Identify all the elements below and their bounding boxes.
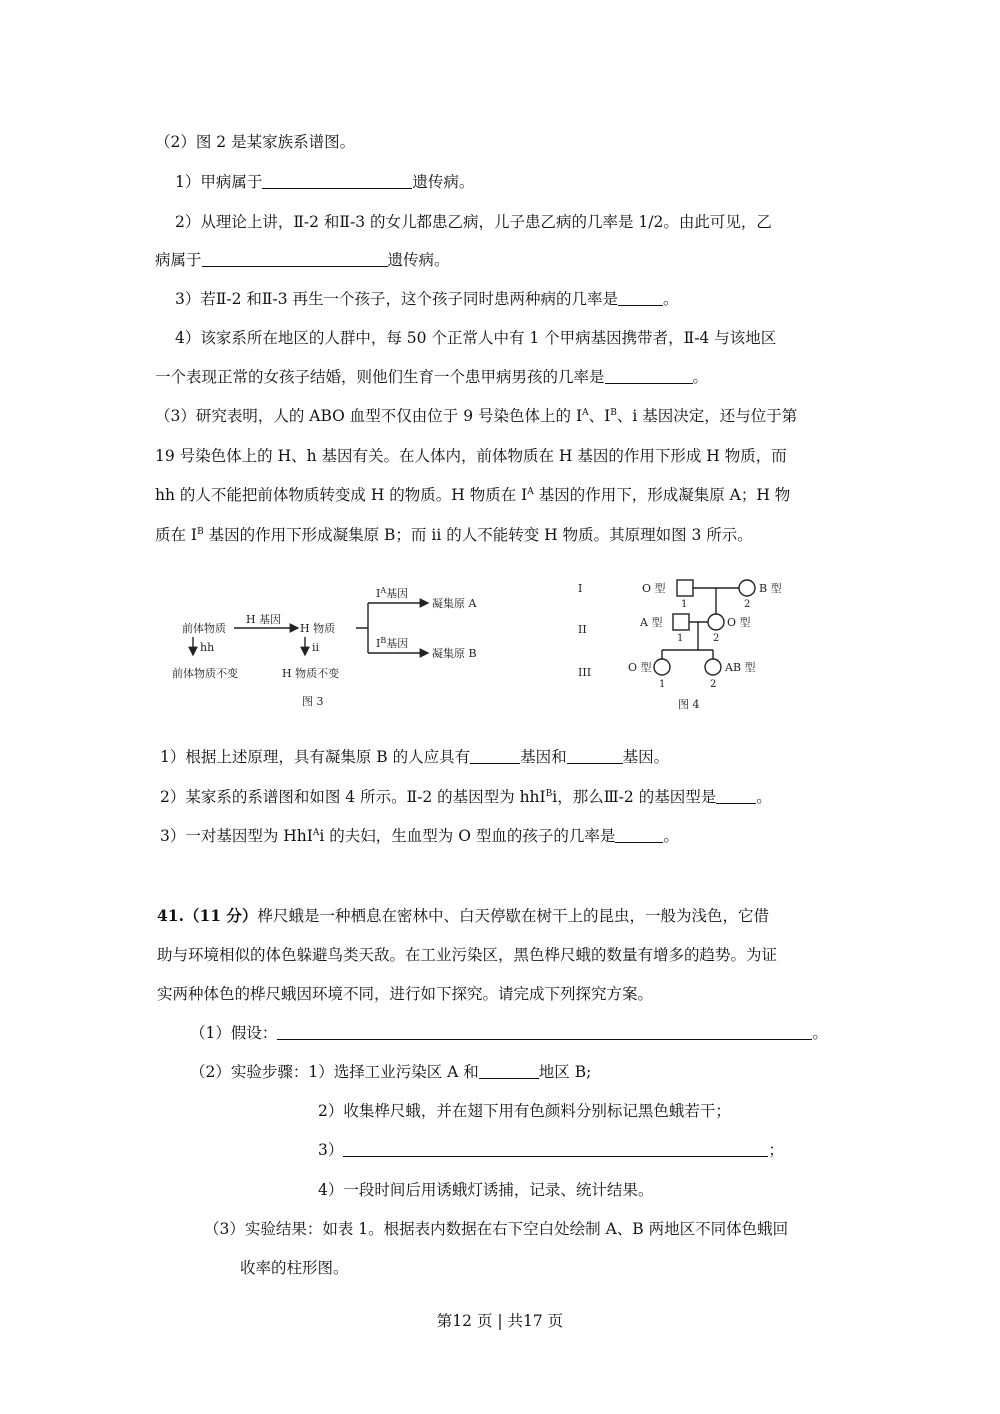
generation-1-label: I bbox=[578, 582, 583, 595]
text: （1）假设： bbox=[190, 1024, 278, 1042]
q2-text: 病属于 bbox=[155, 251, 202, 269]
answer-blank[interactable] bbox=[716, 787, 756, 804]
male-symbol bbox=[673, 614, 689, 630]
answer-blank[interactable] bbox=[343, 1140, 768, 1157]
h-unchanged-label: H 物质不变 bbox=[282, 667, 340, 680]
answer-blank[interactable] bbox=[479, 1062, 539, 1079]
part2-q3 bbox=[175, 288, 679, 310]
branch-line bbox=[356, 603, 368, 653]
step4-line: 4）一段时间后用诱蛾灯诱捕，记录、统计结果。 bbox=[318, 1181, 654, 1199]
answer-blank[interactable] bbox=[605, 367, 693, 384]
agglutinogen-a-label: 凝集原 A bbox=[432, 597, 477, 610]
text: 地区 B; bbox=[538, 1063, 592, 1081]
question-number: 41.（11 分） bbox=[157, 906, 258, 925]
part2-q4-line2 bbox=[155, 366, 708, 388]
h-gene-label: H 基因 bbox=[246, 613, 282, 626]
step1-line bbox=[190, 1061, 591, 1083]
precursor-label: 前体物质 bbox=[182, 622, 226, 635]
part3-line1 bbox=[155, 405, 797, 427]
female-symbol bbox=[739, 580, 755, 596]
sup: A bbox=[582, 408, 589, 418]
q3-text: 3）若Ⅱ-2 和Ⅱ-3 再生一个孩子，这个孩子同时患两种病的几率是 bbox=[175, 290, 618, 308]
text: 2）某家系的系谱图和如图 4 所示。Ⅱ-2 的基因型为 hhI bbox=[160, 788, 546, 806]
blood-type-label: AB 型 bbox=[725, 661, 756, 674]
text: 。 bbox=[812, 1024, 828, 1042]
text: 1）根据上述原理，具有凝集原 B 的人应具有 bbox=[160, 748, 471, 766]
text: 基因。 bbox=[622, 748, 670, 766]
text: 、i 基因决定，还与位于第 bbox=[616, 407, 798, 425]
part3-line2: 19 号染色体上的 H、h 基因有关。在人体内，前体物质在 H 基因的作用下形成 H 物质，而 bbox=[155, 447, 787, 465]
text: 。 bbox=[663, 827, 679, 845]
answer-blank[interactable] bbox=[202, 250, 388, 267]
answer-blank[interactable] bbox=[615, 826, 663, 843]
agglutinogen-b-label: 凝集原 B bbox=[432, 647, 477, 660]
ia-gene-label: $I^A$基因 bbox=[376, 586, 409, 600]
part3-q1 bbox=[160, 746, 669, 768]
text: hh 的人不能把前体物质转变成 H 的物质。H 物质在 I bbox=[155, 486, 528, 504]
h-substance-label: H 物质 bbox=[300, 622, 336, 635]
text: （2）实验步骤：1）选择工业污染区 A 和 bbox=[190, 1063, 479, 1081]
individual-number: 1 bbox=[659, 679, 666, 690]
figure-4-caption: 图 4 bbox=[678, 698, 700, 711]
ii-label: ii bbox=[312, 641, 320, 654]
part3-q2 bbox=[160, 786, 772, 808]
text: 质在 I bbox=[155, 526, 198, 544]
text: （3）研究表明，人的 ABO 血型不仅由位于 9 号染色体上的 I bbox=[155, 407, 583, 425]
precursor-unchanged-label: 前体物质不变 bbox=[172, 667, 238, 680]
male-symbol bbox=[677, 580, 693, 596]
female-symbol bbox=[654, 659, 670, 675]
individual-number: 2 bbox=[744, 599, 751, 610]
text: 基因的作用下，形成凝集原 A；H 物 bbox=[533, 486, 791, 504]
q41-line1 bbox=[157, 905, 769, 927]
part3-line4 bbox=[155, 524, 753, 546]
ib-gene-label: $I^B$基因 bbox=[376, 636, 409, 650]
result-line1: （3）实验结果：如表 1。根据表内数据在右下空白处绘制 A、B 两地区不同体色蛾回 bbox=[204, 1220, 789, 1238]
figure-3-caption: 图 3 bbox=[302, 695, 324, 708]
answer-blank[interactable] bbox=[618, 289, 663, 306]
part2-q4-line1: 4）该家系所在地区的人群中，每 50 个正常人中有 1 个甲病基因携带者，Ⅱ-4 与该地区 bbox=[175, 329, 777, 347]
step2-line: 2）收集桦尺蛾，并在翅下用有色颜料分别标记黑色蛾若干； bbox=[318, 1102, 731, 1120]
hh-label: hh bbox=[200, 641, 215, 654]
q41-line2: 助与环境相似的体色躲避鸟类天敌。在工业污染区，黑色桦尺蛾的数量有增多的趋势。为证 bbox=[157, 946, 778, 964]
individual-number: 1 bbox=[681, 599, 688, 610]
text: 基因和 bbox=[520, 748, 567, 766]
text: i 的夫妇，生血型为 O 型血的孩子的几率是 bbox=[319, 827, 616, 845]
blood-type-label: O 型 bbox=[727, 616, 751, 629]
answer-blank[interactable] bbox=[470, 747, 520, 764]
q1-text: 1）甲病属于 bbox=[175, 173, 263, 191]
text: 3）一对基因型为 HhI bbox=[160, 827, 313, 845]
part2-intro: （2）图 2 是某家族系谱图。 bbox=[155, 133, 356, 151]
generation-2-label: II bbox=[578, 623, 587, 636]
q3-suffix: 。 bbox=[663, 290, 679, 308]
text: 。 bbox=[756, 788, 772, 806]
text: 、I bbox=[588, 407, 611, 425]
part2-q1 bbox=[175, 171, 474, 193]
part2-q2-line2 bbox=[155, 249, 450, 271]
individual-number: 1 bbox=[677, 633, 684, 644]
sup: A bbox=[527, 487, 534, 497]
sup: B bbox=[545, 789, 553, 799]
answer-blank[interactable] bbox=[567, 747, 623, 764]
q4-text: 一个表现正常的女孩子结婚，则他们生育一个患甲病男孩的几率是 bbox=[155, 368, 605, 386]
sup: A bbox=[312, 828, 320, 838]
figure-3-diagram bbox=[160, 565, 530, 715]
q1-suffix: 遗传病。 bbox=[412, 173, 475, 191]
text: i，那么Ⅲ-2 的基因型是 bbox=[552, 788, 717, 806]
individual-number: 2 bbox=[713, 633, 720, 644]
female-symbol bbox=[705, 659, 721, 675]
text: 桦尺蛾是一种栖息在密林中、白天停歇在树干上的昆虫，一般为浅色，它借 bbox=[257, 907, 769, 925]
step3-line bbox=[318, 1139, 784, 1161]
generation-3-label: III bbox=[578, 666, 592, 679]
part3-q3 bbox=[160, 825, 679, 847]
text: 基因的作用下形成凝集原 B；而 ii 的人不能转变 H 物质。其原理如图 3 所示。 bbox=[203, 526, 753, 544]
answer-blank[interactable] bbox=[262, 172, 412, 189]
result-line2: 收率的柱形图。 bbox=[240, 1259, 349, 1277]
q2-suffix: 遗传病。 bbox=[387, 251, 450, 269]
part3-line3 bbox=[155, 484, 790, 506]
female-symbol bbox=[708, 614, 724, 630]
text: 3） bbox=[318, 1141, 344, 1159]
blood-type-label: A 型 bbox=[640, 616, 663, 629]
blood-type-label: O 型 bbox=[642, 582, 666, 595]
blood-type-label: B 型 bbox=[759, 582, 782, 595]
page-footer: 第12 页 | 共17 页 bbox=[436, 1312, 564, 1330]
answer-blank[interactable] bbox=[277, 1023, 812, 1040]
sup: B bbox=[610, 408, 617, 418]
q41-line3: 实两种体色的桦尺蛾因环境不同，进行如下探究。请完成下列探究方案。 bbox=[157, 985, 654, 1003]
hypothesis-line bbox=[190, 1022, 828, 1044]
part2-q2-line1: 2）从理论上讲，Ⅱ-2 和Ⅱ-3 的女儿都患乙病，儿子患乙病的几率是 1/2。由此可见，乙 bbox=[175, 213, 772, 231]
blood-type-label: O 型 bbox=[628, 661, 652, 674]
text: ； bbox=[768, 1141, 784, 1159]
q4-suffix: 。 bbox=[692, 368, 709, 386]
sup: B bbox=[197, 527, 204, 537]
individual-number: 2 bbox=[710, 679, 717, 690]
figure-4-pedigree bbox=[570, 570, 810, 715]
